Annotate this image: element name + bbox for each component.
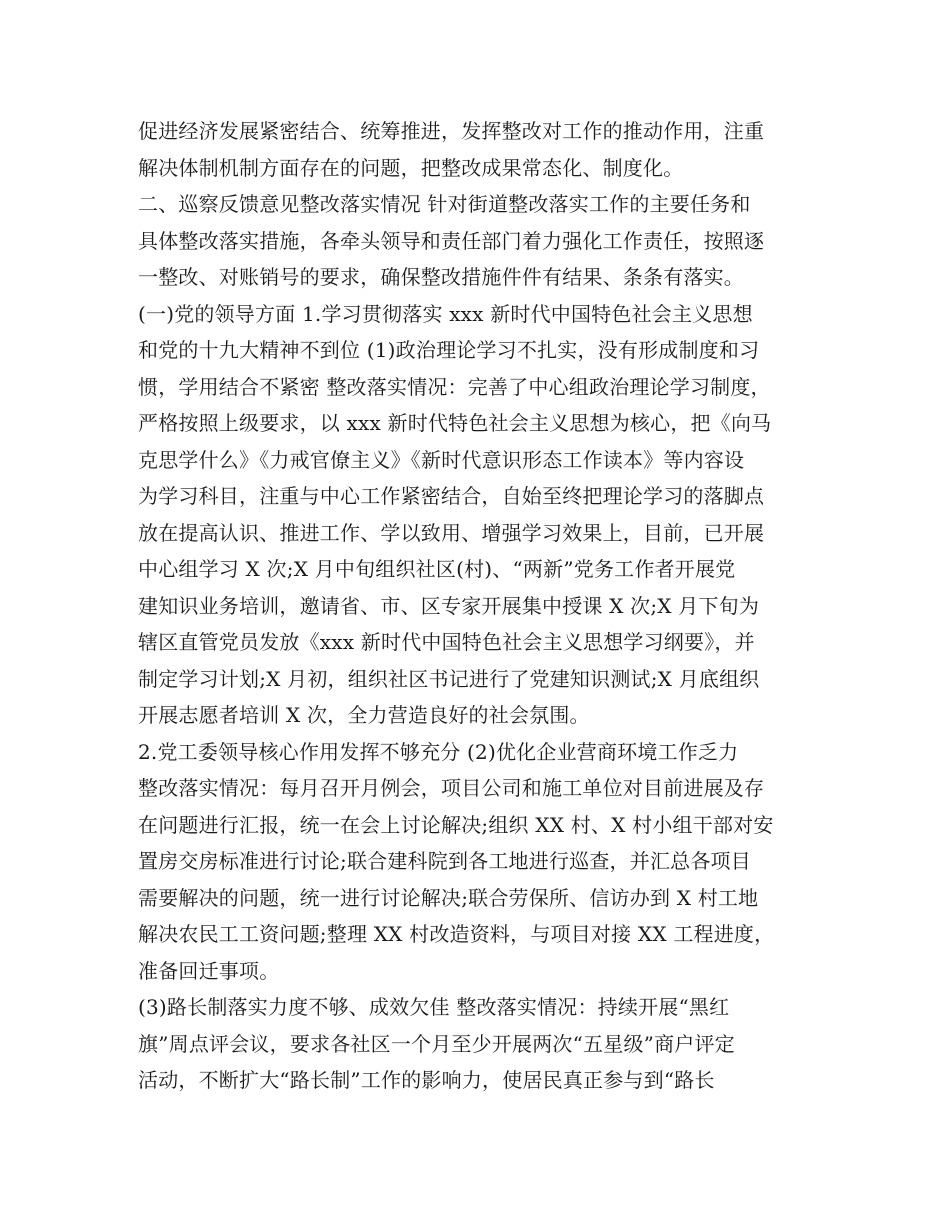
text-line: 制定学习计划;X 月初，组织社区书记进行了党建知识测试;X 月底组织 <box>138 666 760 691</box>
text-line: 和党的十九大精神不到位 (1)政治理论学习不扎实，没有形成制度和习 <box>138 338 760 362</box>
text-line: 2.党工委领导核心作用发挥不够充分 (2)优化企业营商环境工作乏力 <box>138 739 739 764</box>
text-line: 活动，不断扩大“路长制”工作的影响力，使居民真正参与到“路长 <box>138 1068 715 1092</box>
text-line: 需要解决的问题，统一进行讨论解决;联合劳保所、信访办到 X 村工地 <box>138 885 759 910</box>
text-line: 克思学什么》《力戒官僚主义》《新时代意识形态工作读本》等内容设 <box>138 447 745 472</box>
text-line: 整改落实情况：每月召开月例会，项目公司和施工单位对目前进展及存 <box>138 776 765 800</box>
document-body <box>138 113 828 1099</box>
text-line: 促进经济发展紧密结合、统筹推进，发挥整改对工作的推动作用，注重 <box>138 119 765 143</box>
text-line: 放在提高认识、推进工作、学以致用、增强学习效果上，目前，已开展 <box>138 520 765 545</box>
text-line: 置房交房标准进行讨论;联合建科院到各工地进行巡查，并汇总各项目 <box>138 849 751 873</box>
text-line: 中心组学习 X 次;X 月中旬组织社区(村)、“两新”党务工作者开展党 <box>138 557 736 581</box>
text-line: 辖区直管党员发放《xxx 新时代中国特色社会主义思想学习纲要》，并 <box>138 630 755 654</box>
text-line: 惯，学用结合不紧密 整改落实情况：完善了中心组政治理论学习制度， <box>138 374 771 399</box>
text-line: 解决农民工工资问题;整理 XX 村改造资料，与项目对接 XX 工程进度， <box>138 922 775 946</box>
text-line: 具体整改落实措施，各牵头领导和责任部门着力强化工作责任，按照逐 <box>138 228 765 253</box>
text-line: 在问题进行汇报，统一在会上讨论解决;组织 XX 村、X 村小组干部对安 <box>138 812 774 837</box>
text-line: 旗”周点评会议，要求各社区一个月至少开展两次“五星级”商户评定 <box>138 1031 735 1056</box>
text-line: 解决体制机制方面存在的问题，把整改成果常态化、制度化。 <box>138 155 684 180</box>
text-line: 为学习科目，注重与中心工作紧密结合，自始至终把理论学习的落脚点 <box>138 484 765 508</box>
text-line: 建知识业务培训，邀请省、市、区专家开展集中授课 X 次;X 月下旬为 <box>138 593 760 618</box>
text-line: 二、巡察反馈意见整改落实情况 针对街道整改落实工作的主要任务和 <box>138 192 751 216</box>
text-line: 准备回迁事项。 <box>138 958 280 983</box>
text-line: 一整改、对账销号的要求，确保整改措施件件有结果、条条有落实。 <box>138 265 744 289</box>
text-line: 严格按照上级要求，以 xxx 新时代特色社会主义思想为核心，把《向马 <box>138 411 772 435</box>
text-line: (一)党的领导方面 1.学习贯彻落实 xxx 新时代中国特色社会主义思想 <box>138 301 753 326</box>
text-line: (3)路长制落实力度不够、成效欠佳 整改落实情况：持续开展“黑红 <box>138 995 730 1019</box>
text-line: 开展志愿者培训 X 次，全力营造良好的社会氛围。 <box>138 703 590 727</box>
